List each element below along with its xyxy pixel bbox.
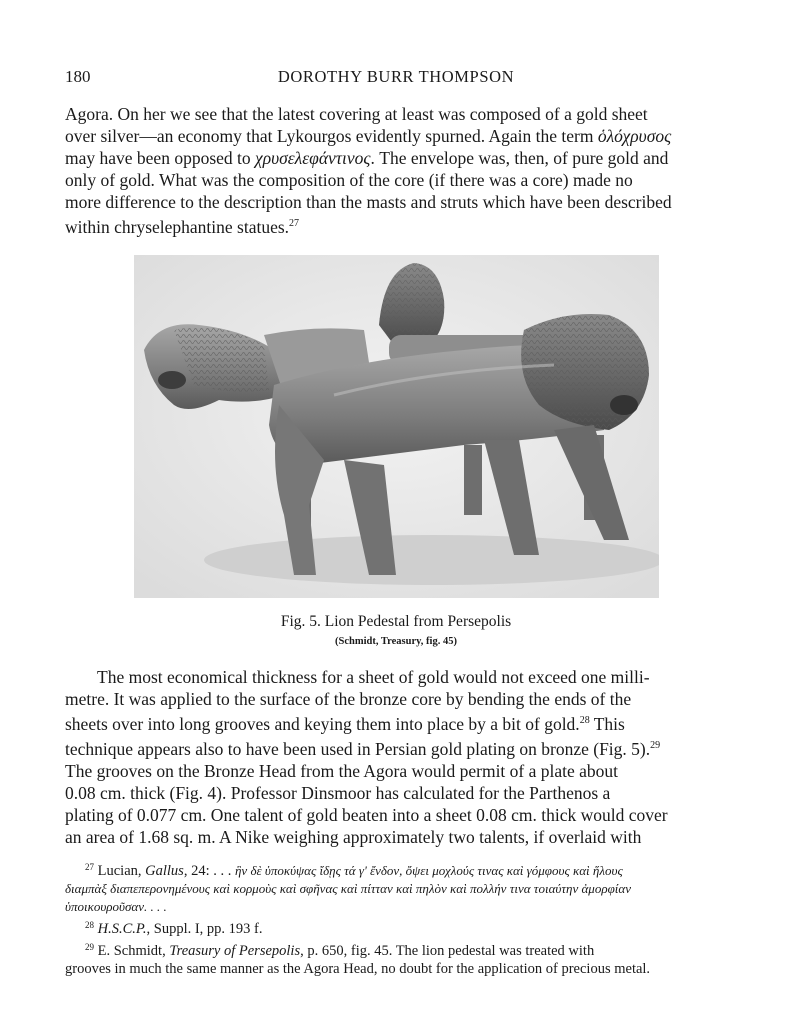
p2-line-4 — [65, 735, 730, 760]
figure-credit: (Schmidt, Treasury, fig. 45) — [335, 636, 457, 647]
fn28-text: , Suppl. I, pp. 193 f. — [146, 921, 263, 937]
page-number: 180 — [65, 67, 91, 86]
greek-term-holochrysos: ὁλόχρυσος — [597, 126, 672, 146]
p1-l6-text: within chryselephantine statues. — [65, 217, 290, 237]
figure-lion-pedestal-photo — [134, 255, 659, 598]
fn27-greek-1: ἣν δὲ ὑποκύψας ἴδῃς τά γ' ἔνδον, ὄψει μοχλούς τινας καὶ γόμφους καὶ ἥλους — [234, 863, 623, 878]
footnote-28 — [65, 916, 735, 938]
p1-line-2 — [65, 125, 730, 147]
fn29-text-b: , p. 650, fig. 45. The lion pedestal was treated with — [300, 943, 595, 959]
footnote-ref-27[interactable]: 27 — [289, 218, 300, 229]
p2-line-2: metre. It was applied to the surface of the bronze core by bending the ends of the — [65, 689, 632, 709]
p2-line-6: 0.08 cm. thick (Fig. 4). Professor Dinsmoor has calculated for the Parthenos a — [65, 783, 611, 803]
p2-line-5: The grooves on the Bronze Head from the Agora would permit of a plate about — [65, 761, 619, 781]
figure-caption: Fig. 5. Lion Pedestal from Persepolis — [280, 613, 512, 630]
fn29-text-c: grooves in much the same manner as the Agora Head, no doubt for the application of precious metal. — [65, 961, 651, 977]
p1-l3-text-a: may have been opposed to — [65, 148, 251, 168]
fn27-number: 27 — [85, 862, 94, 872]
fn28-number: 28 — [85, 920, 94, 930]
footnote-29-cont — [65, 960, 735, 978]
footnotes — [65, 858, 735, 978]
paragraph-1 — [65, 103, 730, 238]
fn27-text-a: Lucian, — [97, 863, 146, 879]
footnote-ref-29[interactable]: 29 — [650, 740, 661, 751]
fn27-greek-3: ὑποικουροῦσαν. . . . — [65, 899, 167, 914]
running-head: DOROTHY BURR THOMPSON — [277, 67, 515, 86]
fn29-number: 29 — [85, 942, 94, 952]
fn27-greek-2: διαμπὰξ διαπεπερονημένους καὶ κορμοὺς καὶ σφῆνας καὶ πίτταν καὶ πηλὸν καὶ πολλήν τινα τοιαύτην ἀμορφίαν — [65, 881, 631, 896]
fn29-text-a: E. Schmidt, — [97, 943, 170, 959]
p2-line-7: plating of 0.077 cm. One talent of gold beaten into a sheet 0.08 cm. thick would cover — [65, 805, 668, 825]
p2-line-3 — [65, 710, 730, 735]
p1-line-3 — [65, 147, 730, 169]
p1-line-6 — [65, 213, 730, 238]
fn27-text-a2: , 24: . . . — [183, 863, 232, 879]
p1-line-5: more difference to the description than the masts and struts which have been described — [65, 192, 672, 212]
greek-term-chryselephantinos: χρυσελεφάντινος — [255, 148, 371, 168]
footnote-ref-28[interactable]: 28 — [579, 715, 590, 726]
p2-line-8: an area of 1.68 sq. m. A Nike weighing approximately two talents, if overlaid with — [65, 827, 642, 847]
p1-l3-text-b: . The envelope was, then, of pure gold and — [370, 148, 669, 168]
p1-l2-text: over silver—an economy that Lykourgos evidently spurned. Again the term — [65, 126, 594, 146]
footnote-27-cont-2 — [65, 898, 735, 916]
fn29-title: Treasury of Persepolis — [169, 943, 301, 959]
footnote-27 — [65, 858, 735, 880]
p2-l3-end: This — [589, 714, 625, 734]
footnote-29 — [65, 938, 735, 960]
p2-l4-text: technique appears also to have been used in Persian gold plating on bronze (Fig. 5). — [65, 739, 651, 759]
p1-line-1: Agora. On her we see that the latest covering at least was composed of a gold sheet — [65, 104, 648, 124]
paragraph-2 — [65, 666, 730, 848]
p1-line-4: only of gold. What was the composition of the core (if there was a core) made no — [65, 170, 633, 190]
p2-line-1: The most economical thickness for a sheet of gold would not exceed one milli- — [97, 667, 650, 687]
p2-l3-text: sheets over into long grooves and keying them into place by a bit of gold. — [65, 714, 580, 734]
fn27-title: Gallus — [145, 863, 184, 879]
fn28-title: H.S.C.P. — [97, 921, 147, 937]
footnote-27-cont-1 — [65, 880, 735, 898]
